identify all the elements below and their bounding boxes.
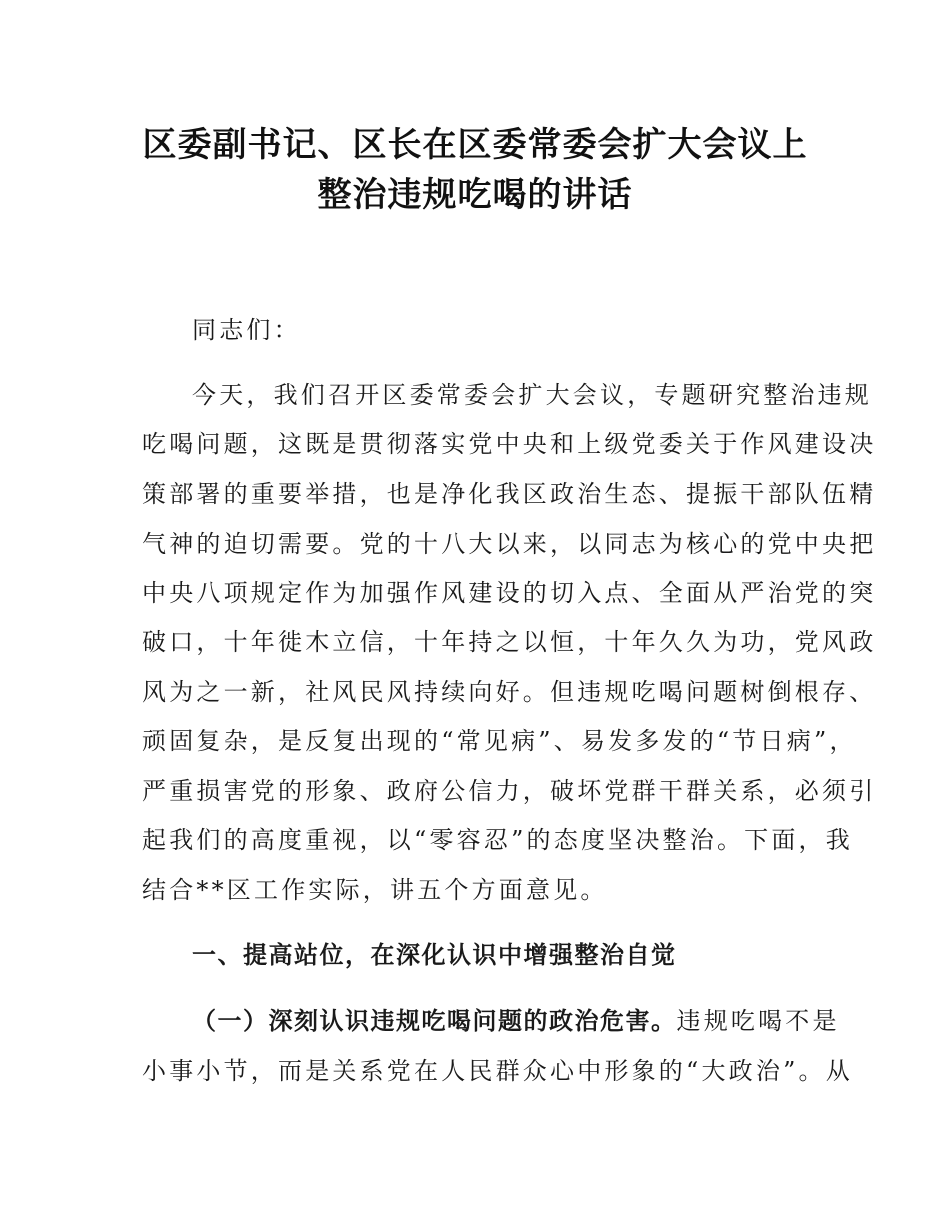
paragraph-line: 策部署的重要举措，也是净化我区政治生态、提振干部队伍精: [142, 480, 877, 508]
document-title-line-1: 区委副书记、区长在区委常委会扩大会议上: [142, 125, 808, 165]
subsection-first-line: [192, 1001, 840, 1036]
paragraph-line: 起我们的高度重视，以“零容忍”的态度坚决整治。下面，我: [142, 826, 853, 854]
paragraph-line: 气神的迫切需要。党的十八大以来，以同志为核心的党中央把: [142, 530, 877, 558]
paragraph-line: 今天，我们召开区委常委会扩大会议，专题研究整治违规: [192, 381, 872, 409]
paragraph-line: 风为之一新，社风民风持续向好。但违规吃喝问题树倒根存、: [142, 678, 877, 706]
document-title-line-2: 整治违规吃喝的讲话: [317, 175, 633, 215]
salutation: 同志们：: [192, 316, 301, 344]
paragraph-line: 中央八项规定作为加强作风建设的切入点、全面从严治党的突: [142, 579, 877, 607]
paragraph-line: 顽固复杂，是反复出现的“常见病”、易发多发的“节日病”，: [142, 727, 857, 755]
subsection-text: 违规吃喝不是: [676, 1007, 840, 1035]
paragraph-line: 严重损害党的形象、政府公信力，破坏党群干群关系，必须引: [142, 777, 877, 805]
paragraph-line: 结合**区工作实际，讲五个方面意见。: [142, 876, 608, 904]
section-heading: 一、提高站位，在深化认识中增强整治自觉: [192, 941, 677, 969]
paragraph-line: 小事小节，而是关系党在人民群众心中形象的“大政治”。从: [142, 1057, 853, 1085]
paragraph-line: 吃喝问题，这既是贯彻落实党中央和上级党委关于作风建设决: [142, 430, 877, 458]
paragraph-line: 破口，十年徙木立信，十年持之以恒，十年久久为功，党风政: [142, 628, 877, 656]
subsection-lead: （一）深刻认识违规吃喝问题的政治危害。: [192, 1007, 677, 1035]
